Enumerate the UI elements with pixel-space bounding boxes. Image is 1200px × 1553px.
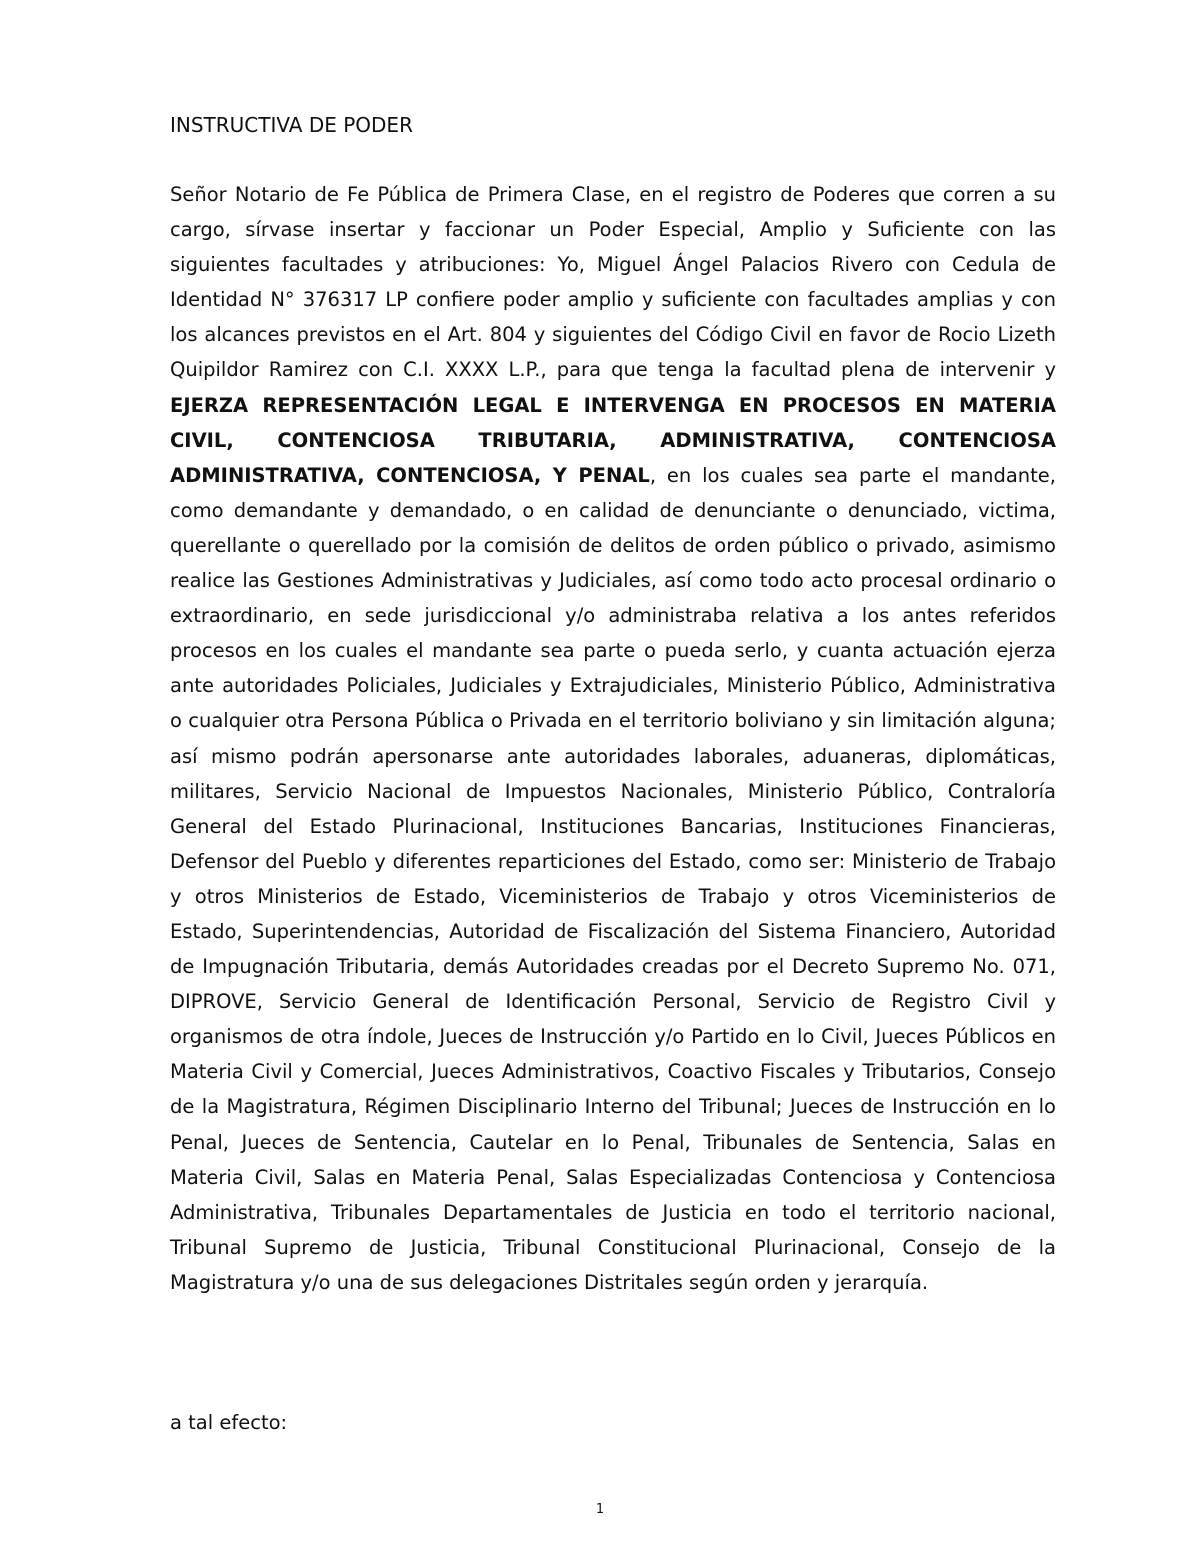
paragraph-continuation-text: , en los cuales sea parte el mandante, como demandante y demandado, o en calidad de denunciante o denunciado, victima, querellante o querellado por la comisión de delitos de orden público o privado, asimismo realice las Gestiones Administrativas y Judiciales, así como todo acto procesal ordinario o extraordinario, en sede jurisdiccional y/o administraba relativa a los antes referidos procesos en los cuales el mandante sea parte o pueda serlo, y cuanta actuación ejerza ante autoridades Policiales, Judiciales y Extrajudiciales, Ministerio Público, Administrativa o cualquier otra Persona Pública o Privada en el territorio boliviano y sin limitación alguna; así mismo podrán apersonarse ante autoridades laborales, aduaneras, diplomáticas, militares, Servicio Nacional de Impuestos Nacionales, Ministerio Público, Contraloría General del Estado Plurinacional, Instituciones Bancarias, Instituciones Financieras, Defensor del Pueblo y diferentes reparticiones del Estado, como ser: Ministerio de Trabajo y otros Ministerios de Estado, Viceministerios de Trabajo y otros Viceministerios de Estado, Superintendencias, Autoridad de Fiscalización del Sistema Financiero, Autoridad de Impugnación Tributaria, demás Autoridades creadas por el Decreto Supremo No. 071, DIPROVE, Servicio General de Identificación Personal, Servicio de Registro Civil y organismos de otra índole, Jueces de Instrucción y/o Partido en lo Civil, Jueces Públicos en Materia Civil y Comercial, Jueces Administrativos, Coactivo Fiscales y Tributarios, Consejo de la Magistratura, Régimen Disciplinario Interno del Tribunal; Jueces de Instrucción en lo Penal, Jueces de Sentencia, Cautelar en lo Penal, Tribunales de Sentencia, Salas en Materia Civil, Salas en Materia Penal, Salas Especializadas Contenciosa y Contenciosa Administrativa, Tribunales Departamentales de Justicia en todo el territorio nacional, Tribunal Supremo de Justicia, Tribunal Constitucional Plurinacional, Consejo de la Magistratura y/o una de sus delegaciones Distritales según orden y jerarquía. bbox=[170, 463, 1056, 1294]
page-number: 1 bbox=[595, 1502, 605, 1517]
paragraph-intro-text: Señor Notario de Fe Pública de Primera Clase, en el registro de Poderes que corren a su cargo, sírvase insertar y faccionar un Poder Especial, Amplio y Suficiente con las siguientes facultades y atribuciones: Yo, Miguel Ángel Palacios Rivero con Cedula de Identidad N° 376317 LP confiere poder amplio y suficiente con facultades amplias y con los alcances previstos en el Art. 804 y siguientes del Código Civil en favor de Rocio Lizeth Quipildor Ramirez con C.I. XXXX L.P., para que tenga la facultad plena de intervenir y bbox=[170, 183, 1056, 382]
paragraph-bold-text: EJERZA REPRESENTACIÓN LEGAL E INTERVENGA EN PROCESOS EN MATERIA CIVIL, CONTENCIOSA TRIBUTARIA, ADMINISTRATIVA, CONTENCIOSA ADMINISTRATIVA, CONTENCIOSA, Y PENAL bbox=[170, 393, 1056, 487]
document-title: INSTRUCTIVA DE PODER bbox=[170, 113, 413, 137]
closing-line: a tal efecto: bbox=[170, 1411, 288, 1434]
body-paragraph bbox=[170, 177, 1056, 1300]
